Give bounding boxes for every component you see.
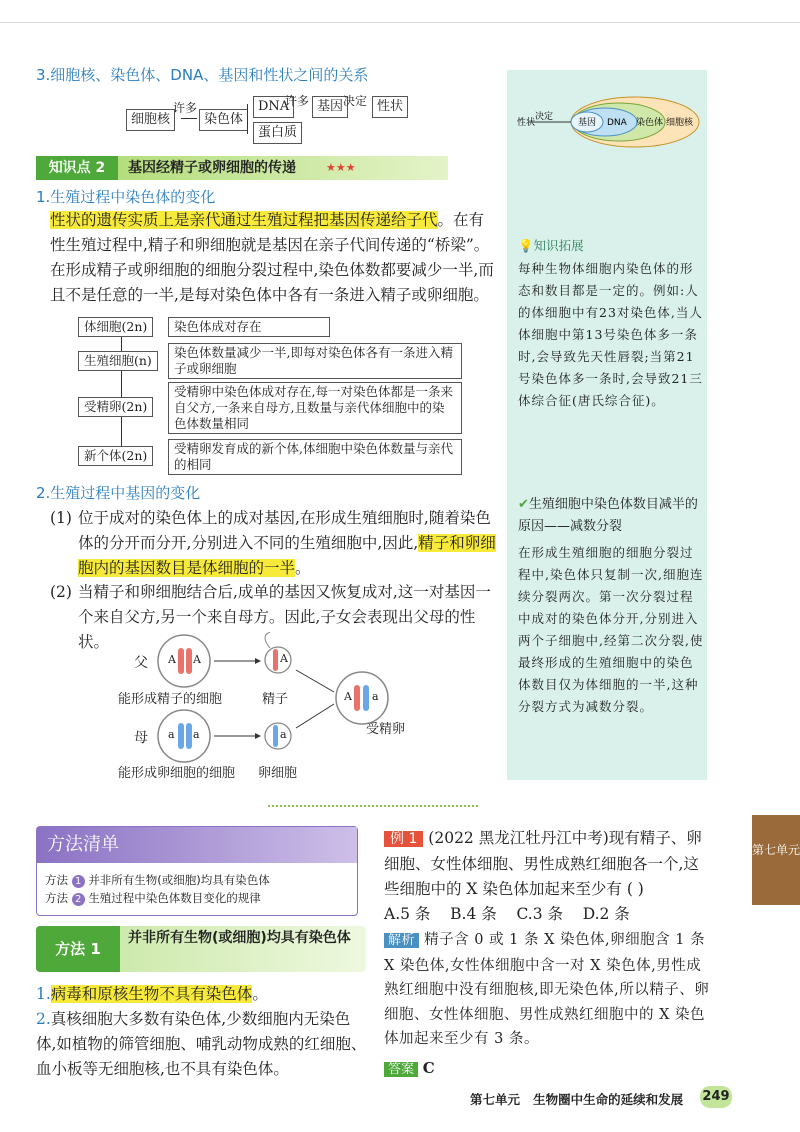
gene-A-father-2: A	[193, 653, 201, 666]
item2-text: 当精子和卵细胞结合后,成单的基因又恢复成对,这一对基因一个来自父方,另一个来自母方。因此,子女会表现出父母的性状。	[78, 583, 491, 651]
item1-num: (1)	[50, 509, 72, 527]
box-gene: 基因	[312, 96, 348, 118]
chromosome-flow	[78, 315, 458, 475]
label-determines: 决定	[343, 94, 368, 108]
method-1-text: 并非所有生物(或细胞)均具有染色体	[88, 873, 270, 887]
methods-header: 方法清单	[37, 827, 357, 863]
flow-desc-somatic: 染色体成对存在	[168, 317, 330, 337]
label-sperm: 精子	[262, 692, 289, 707]
top-rule	[0, 22, 800, 23]
methods-box	[36, 826, 358, 916]
item1-end: 。	[295, 559, 311, 577]
gene-a-zygote: a	[372, 690, 379, 703]
example-analysis	[384, 928, 710, 1052]
method-2-num: 2	[72, 893, 85, 906]
tip-title: 知识拓展	[533, 238, 584, 253]
answer-badge: 答案	[384, 1062, 418, 1077]
box-chromosome: 染色体	[199, 109, 248, 131]
flow-label-zygote: 受精卵(2n)	[78, 397, 153, 417]
method1-point-2	[36, 1007, 370, 1082]
label-nd-dna: DNA	[607, 118, 627, 128]
footer-title: 生物圈中生命的延续和发展	[533, 1092, 684, 1107]
label-sperm-parent-cell: 能形成精子的细胞	[118, 692, 223, 707]
method-1-header	[36, 926, 366, 972]
box-cell-nucleus: 细胞核	[126, 109, 175, 131]
gene-A-zygote: A	[344, 690, 352, 703]
kp2-title: 基因经精子或卵细胞的传递	[128, 160, 296, 176]
bracket-line	[247, 104, 248, 134]
unit-side-tab: 第七单元	[752, 815, 800, 905]
tip-body: 每种生物体细胞内染色体的形态和数目都是一定的。例如:人的体细胞中有23对染色体,当人体细胞中第13号染色体多一条时,会导致先天性唇裂;当第21号染色体多一条时,会导致21三体综合征(唐氏综合征)。	[518, 261, 703, 408]
example-answer	[384, 1058, 435, 1077]
method-1-entry	[45, 871, 270, 889]
m1-p1-text: 病毒和原核生物不具有染色体	[50, 985, 253, 1003]
item1-text: 位于成对的染色体上的成对基因,在形成生殖细胞时,随着染色体的分开而分开,分别进入不同的生殖细胞中,因此,	[78, 509, 491, 552]
example-badge: 例 1	[384, 831, 423, 847]
fertilization-diagram	[110, 632, 440, 782]
gene-A-sperm: A	[280, 652, 288, 665]
option-b: B.4 条	[450, 905, 497, 923]
item-1	[78, 506, 498, 581]
method-1-prefix: 方法	[45, 873, 68, 887]
analysis-text: 精子含 0 或 1 条 X 染色体,卵细胞含 1 条 X 染色体,女性体细胞中含一对 X 染色体,男性成熟红细胞中没有细胞核,即无染色体,所以精子、卵细胞、女性体细胞、男性成熟红细胞中的 X 染色体加起来至少有 3 条。	[384, 932, 710, 1047]
analysis-badge: 解析	[384, 933, 419, 948]
flow-desc-germ: 染色体数量减少一半,即每对染色体各有一条进入精子或卵细胞	[168, 343, 462, 379]
sub1-title: 1.生殖过程中染色体的变化	[36, 188, 216, 206]
para1-highlight: 性状的遗传实质上是亲代通过生殖过程把基因传递给子代	[50, 211, 438, 229]
nested-ellipse-diagram	[515, 95, 700, 150]
box-trait: 性状	[372, 96, 408, 118]
label-many-1: 许多	[173, 101, 198, 115]
lightbulb-icon: 💡	[518, 238, 534, 253]
label-egg: 卵细胞	[258, 766, 298, 781]
paragraph-1	[50, 208, 496, 308]
box-protein: 蛋白质	[253, 122, 302, 144]
method-1-num: 1	[72, 875, 85, 888]
example-stem: (2022 黑龙江牡丹江中考)现有精子、卵细胞、女性体细胞、男性成熟红细胞各一个,这些细胞中的 X 染色体加起来至少有	[384, 829, 702, 898]
method1-point-1	[36, 982, 370, 1007]
sub2-title: 2.生殖过程中基因的变化	[36, 484, 201, 502]
gene-a-mother-1: a	[168, 728, 175, 741]
page-number: 249	[700, 1086, 732, 1108]
label-trait: 性状	[517, 118, 536, 128]
arrow-1	[181, 118, 197, 119]
method-2-entry	[45, 889, 261, 907]
example-1	[384, 826, 710, 902]
flow-label-offspring: 新个体(2n)	[78, 446, 153, 466]
label-father: 父	[134, 655, 148, 671]
gene-a-egg: a	[280, 728, 287, 741]
item2-num: (2)	[50, 583, 72, 601]
label-nd-determines: 决定	[535, 112, 554, 122]
m1-p1-num: 1.	[36, 985, 51, 1003]
label-nd-nucleus: 细胞核	[666, 118, 694, 128]
item1-highlight: 精子和卵细胞内的基因数目是体细胞的一半	[78, 534, 496, 577]
gene-a-mother-2: a	[193, 728, 200, 741]
method-1-title: 并非所有生物(或细胞)均具有染色体	[128, 930, 351, 946]
box-dna: DNA	[253, 96, 294, 118]
section-divider	[268, 805, 478, 807]
kp2-header	[36, 156, 448, 180]
footer	[470, 1090, 683, 1108]
method-1-badge: 方法 1	[36, 926, 120, 972]
kp2-badge: 知识点 2	[36, 156, 118, 180]
example-options	[384, 902, 710, 927]
question-heading	[518, 494, 704, 538]
label-mother: 母	[134, 730, 148, 746]
para1-rest: 。在有性生殖过程中,精子和卵细胞就是基因在亲子代间传递的“桥梁”。在形成精子或卵细胞的细胞分裂过程中,染色体数都要减少一半,而且不是任意的一半,是每对染色体中各有一条进入精子或卵细胞。	[50, 211, 494, 304]
flow-label-germ: 生殖细胞(n)	[78, 351, 158, 371]
example-paren: ( )	[626, 880, 644, 898]
m1-p2-text: 真核细胞大多数有染色体,少数细胞内无染色体,如植物的筛管细胞、哺乳动物成熟的红细胞、血小板等无细胞核,也不具有染色体。	[36, 1010, 367, 1078]
relationship-chain	[126, 92, 416, 144]
method-2-text: 生殖过程中染色体数目变化的规律	[88, 891, 261, 905]
label-egg-parent-cell: 能形成卵细胞的细胞	[118, 766, 236, 781]
flow-desc-zygote: 受精卵中染色体成对存在,每一对染色体都是一条来自父方,一条来自母方,且数量与亲代体细胞中的染色体数量相同	[168, 382, 462, 434]
label-nd-chromosome: 染色体	[636, 118, 664, 128]
label-many-2: 许多	[285, 94, 310, 108]
label-nd-gene: 基因	[578, 118, 597, 128]
label-zygote: 受精卵	[366, 722, 406, 737]
method-2-prefix: 方法	[45, 891, 68, 905]
footer-unit: 第七单元	[470, 1092, 521, 1107]
flow-desc-offspring: 受精卵发育成的新个体,体细胞中染色体数量与亲代的相同	[168, 439, 462, 475]
tip-heading	[518, 236, 584, 254]
option-c: C.3 条	[516, 905, 563, 923]
kp2-stars: ★★★	[326, 161, 356, 174]
section-3-title: 3.细胞核、染色体、DNA、基因和性状之间的关系	[36, 66, 369, 84]
check-icon: ✔	[518, 497, 529, 512]
gene-A-father-1: A	[168, 653, 176, 666]
question-body: 在形成生殖细胞的细胞分裂过程中,染色体只复制一次,细胞连续分裂两次。第一次分裂过程中成对的染色体分开,分别进入两个子细胞中,经第二次分裂,使最终形成的生殖细胞中的染色体数目仅为体细胞的一半,这种分裂方式为减数分裂。	[518, 545, 704, 714]
question-title: 生殖细胞中染色体数目减半的原因——减数分裂	[518, 497, 698, 534]
flow-label-somatic: 体细胞(2n)	[78, 317, 153, 337]
m1-p1-end: 。	[252, 985, 268, 1003]
option-a: A.5 条	[384, 905, 431, 923]
answer-value: C	[422, 1059, 435, 1077]
option-d: D.2 条	[582, 905, 630, 923]
m1-p2-num: 2.	[36, 1010, 51, 1028]
